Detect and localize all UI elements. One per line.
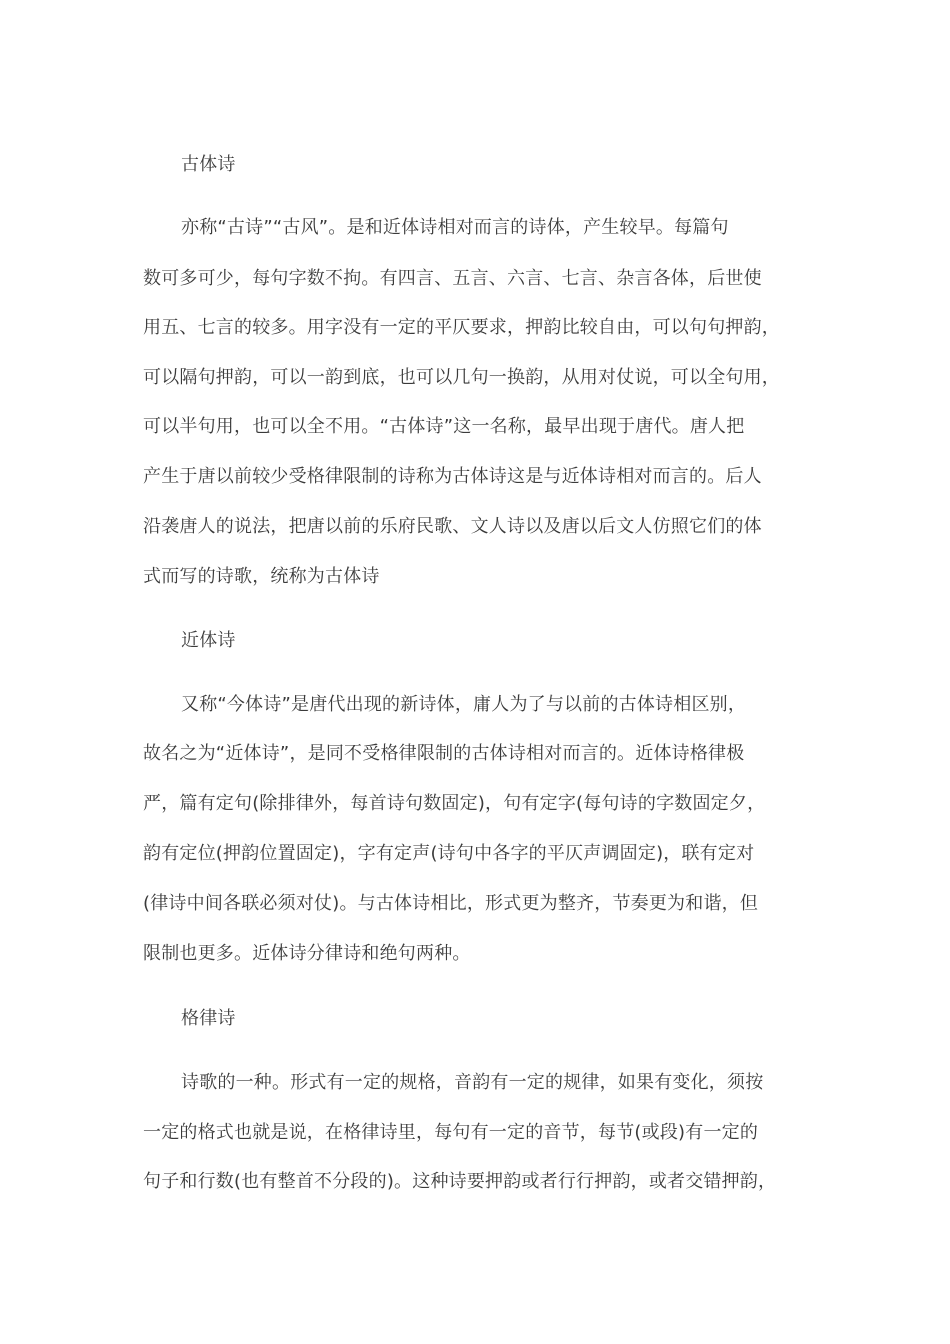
paragraph-line: 句子和行数(也有整首不分段的)。这种诗要押韵或者行行押韵，或者交错押韵， bbox=[143, 1171, 777, 1192]
paragraph-line: 又称“今体诗”是唐代出现的新诗体，庸人为了与以前的古体诗相区别， bbox=[181, 694, 747, 715]
paragraph-line: 严，篇有定句(除排律外，每首诗句数固定)，句有定字(每句诗的字数固定夕， bbox=[143, 793, 766, 814]
paragraph-line: 亦称“古诗”“古风”。是和近体诗相对而言的诗体，产生较早。每篇句 bbox=[181, 217, 729, 238]
paragraph-line: 一定的格式也就是说，在格律诗里，每句有一定的音节，每节(或段)有一定的 bbox=[143, 1122, 759, 1143]
paragraph-line: 故名之为“近体诗”，是同不受格律限制的古体诗相对而言的。近体诗格律极 bbox=[143, 743, 745, 764]
paragraph-line: 限制也更多。近体诗分律诗和绝句两种。 bbox=[143, 943, 471, 964]
paragraph-line: 韵有定位(押韵位置固定)，字有定声(诗句中各字的平仄声调固定)，联有定对 bbox=[143, 843, 755, 864]
paragraph-line: 可以半句用，也可以全不用。“古体诗”这一名称，最早出现于唐代。唐人把 bbox=[143, 416, 745, 437]
section-heading-gelvshi: 格律诗 bbox=[181, 1008, 236, 1029]
paragraph-line: 式而写的诗歌，统称为古体诗 bbox=[143, 566, 380, 587]
paragraph-line: 用五、七言的较多。用字没有一定的平仄要求，押韵比较自由，可以句句押韵， bbox=[143, 317, 780, 338]
paragraph-line: 产生于唐以前较少受格律限制的诗称为古体诗这是与近体诗相对而言的。后人 bbox=[143, 466, 762, 487]
paragraph-line: 诗歌的一种。形式有一定的规格，音韵有一定的规律，如果有变化，须按 bbox=[181, 1072, 764, 1093]
paragraph-line: 数可多可少，每句字数不拘。有四言、五言、六言、七言、杂言各体，后世使 bbox=[143, 268, 762, 289]
paragraph-line: 可以隔句押韵，可以一韵到底，也可以几句一换韵，从用对仗说，可以全句用， bbox=[143, 367, 780, 388]
paragraph-line: 沿袭唐人的说法，把唐以前的乐府民歌、文人诗以及唐以后文人仿照它们的体 bbox=[143, 516, 762, 537]
paragraph-line: (律诗中间各联必须对仗)。与古体诗相比，形式更为整齐，节奏更为和谐，但 bbox=[143, 893, 759, 914]
section-heading-gutishi: 古体诗 bbox=[181, 154, 236, 175]
section-heading-jintishi: 近体诗 bbox=[181, 630, 236, 651]
